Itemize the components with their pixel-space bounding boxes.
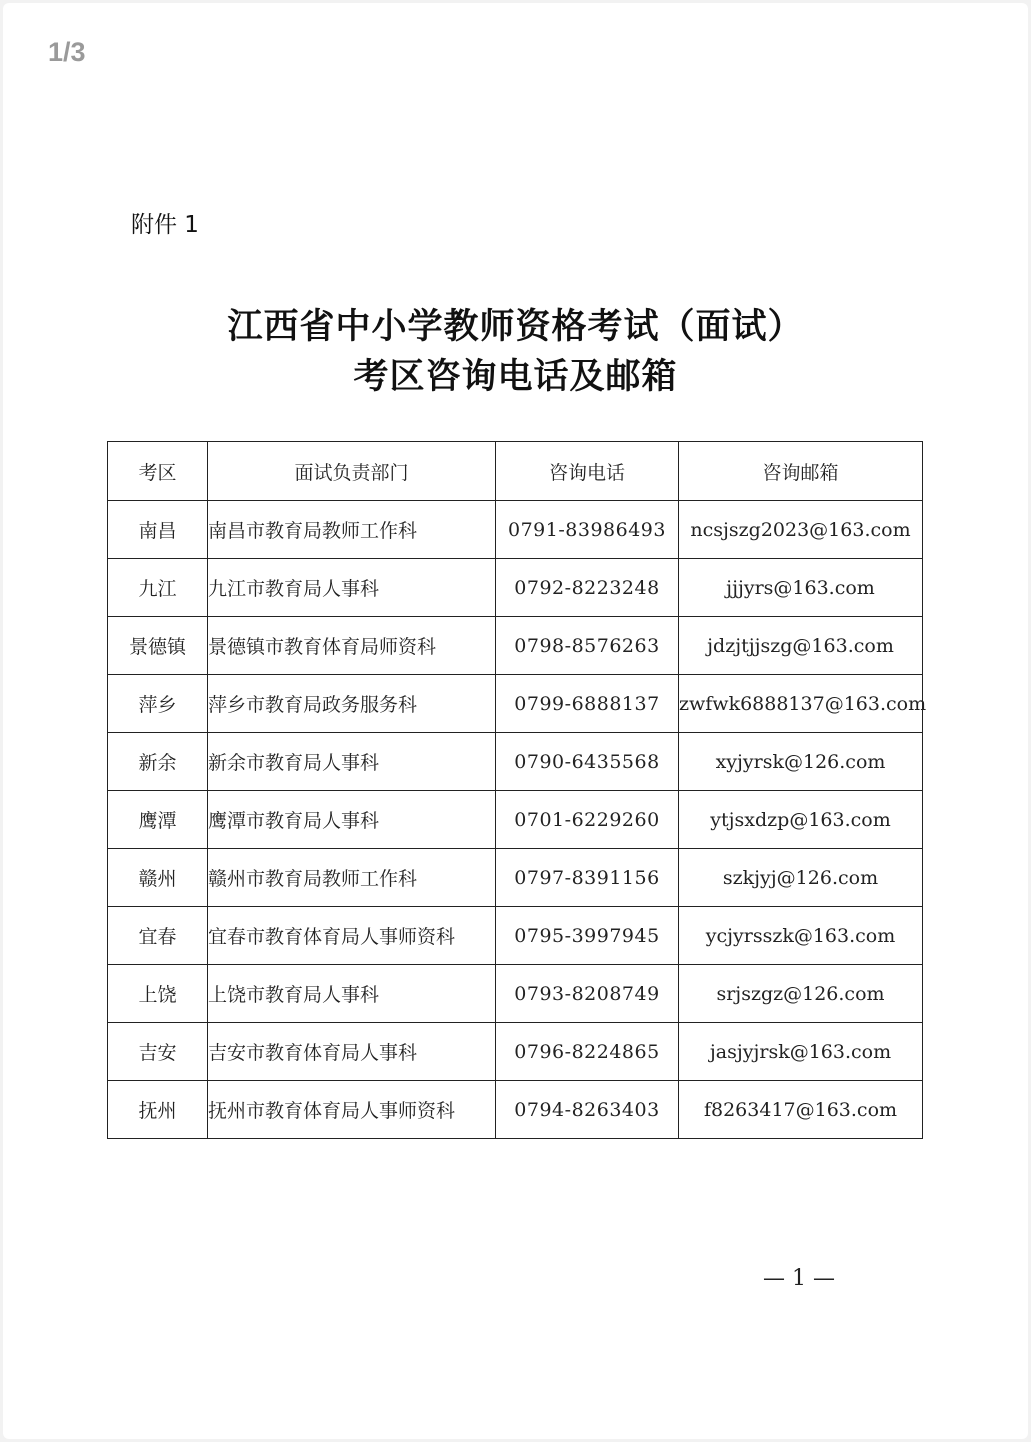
table-header-row xyxy=(108,442,923,501)
table-row xyxy=(108,501,923,559)
table-row xyxy=(108,733,923,791)
header-area: 考区 xyxy=(108,442,208,501)
cell-phone: 0792-8223248 xyxy=(496,559,679,617)
table-row xyxy=(108,907,923,965)
cell-phone: 0799-6888137 xyxy=(496,675,679,733)
table-row xyxy=(108,559,923,617)
document-title-line-1: 江西省中小学教师资格考试（面试） xyxy=(227,306,804,347)
cell-area: 宜春 xyxy=(108,907,208,965)
cell-email: jjjyrs@163.com xyxy=(679,559,923,617)
cell-department: 景德镇市教育体育局师资科 xyxy=(208,617,496,675)
cell-area: 新余 xyxy=(108,733,208,791)
cell-phone: 0794-8263403 xyxy=(496,1081,679,1139)
cell-phone: 0790-6435568 xyxy=(496,733,679,791)
cell-phone: 0796-8224865 xyxy=(496,1023,679,1081)
cell-phone: 0795-3997945 xyxy=(496,907,679,965)
cell-phone: 0793-8208749 xyxy=(496,965,679,1023)
cell-email: srjszgz@126.com xyxy=(679,965,923,1023)
header-department: 面试负责部门 xyxy=(208,442,496,501)
document-page xyxy=(3,3,1028,1439)
header-phone: 咨询电话 xyxy=(496,442,679,501)
table-row xyxy=(108,617,923,675)
table-row xyxy=(108,849,923,907)
cell-area: 鹰潭 xyxy=(108,791,208,849)
cell-email: ycjyrsszk@163.com xyxy=(679,907,923,965)
cell-department: 萍乡市教育局政务服务科 xyxy=(208,675,496,733)
cell-phone: 0798-8576263 xyxy=(496,617,679,675)
page-number: — 1 — xyxy=(763,1266,835,1291)
cell-department: 赣州市教育局教师工作科 xyxy=(208,849,496,907)
cell-area: 景德镇 xyxy=(108,617,208,675)
cell-department: 宜春市教育体育局人事师资科 xyxy=(208,907,496,965)
cell-phone: 0797-8391156 xyxy=(496,849,679,907)
cell-department: 抚州市教育体育局人事师资科 xyxy=(208,1081,496,1139)
cell-phone: 0701-6229260 xyxy=(496,791,679,849)
cell-email: xyjyrsk@126.com xyxy=(679,733,923,791)
cell-department: 新余市教育局人事科 xyxy=(208,733,496,791)
cell-department: 鹰潭市教育局人事科 xyxy=(208,791,496,849)
cell-email: jdzjtjjszg@163.com xyxy=(679,617,923,675)
cell-email: f8263417@163.com xyxy=(679,1081,923,1139)
cell-email: jasjyjrsk@163.com xyxy=(679,1023,923,1081)
cell-phone: 0791-83986493 xyxy=(496,501,679,559)
page-indicator: 1/3 xyxy=(48,37,86,67)
cell-area: 抚州 xyxy=(108,1081,208,1139)
cell-email: zwfwk6888137@163.com xyxy=(679,675,923,733)
header-email: 咨询邮箱 xyxy=(679,442,923,501)
cell-department: 南昌市教育局教师工作科 xyxy=(208,501,496,559)
cell-email: ytjsxdzp@163.com xyxy=(679,791,923,849)
table-row xyxy=(108,965,923,1023)
attachment-label: 附件 1 xyxy=(131,212,199,238)
table-row xyxy=(108,791,923,849)
cell-area: 赣州 xyxy=(108,849,208,907)
cell-email: szkjyj@126.com xyxy=(679,849,923,907)
cell-email: ncsjszg2023@163.com xyxy=(679,501,923,559)
table-row xyxy=(108,1023,923,1081)
table-row xyxy=(108,675,923,733)
cell-department: 九江市教育局人事科 xyxy=(208,559,496,617)
contacts-table xyxy=(107,441,927,1139)
document-title-line-2: 考区咨询电话及邮箱 xyxy=(353,356,678,397)
cell-area: 九江 xyxy=(108,559,208,617)
cell-department: 上饶市教育局人事科 xyxy=(208,965,496,1023)
cell-area: 萍乡 xyxy=(108,675,208,733)
table-row xyxy=(108,1081,923,1139)
cell-area: 吉安 xyxy=(108,1023,208,1081)
cell-area: 上饶 xyxy=(108,965,208,1023)
cell-area: 南昌 xyxy=(108,501,208,559)
cell-department: 吉安市教育体育局人事科 xyxy=(208,1023,496,1081)
